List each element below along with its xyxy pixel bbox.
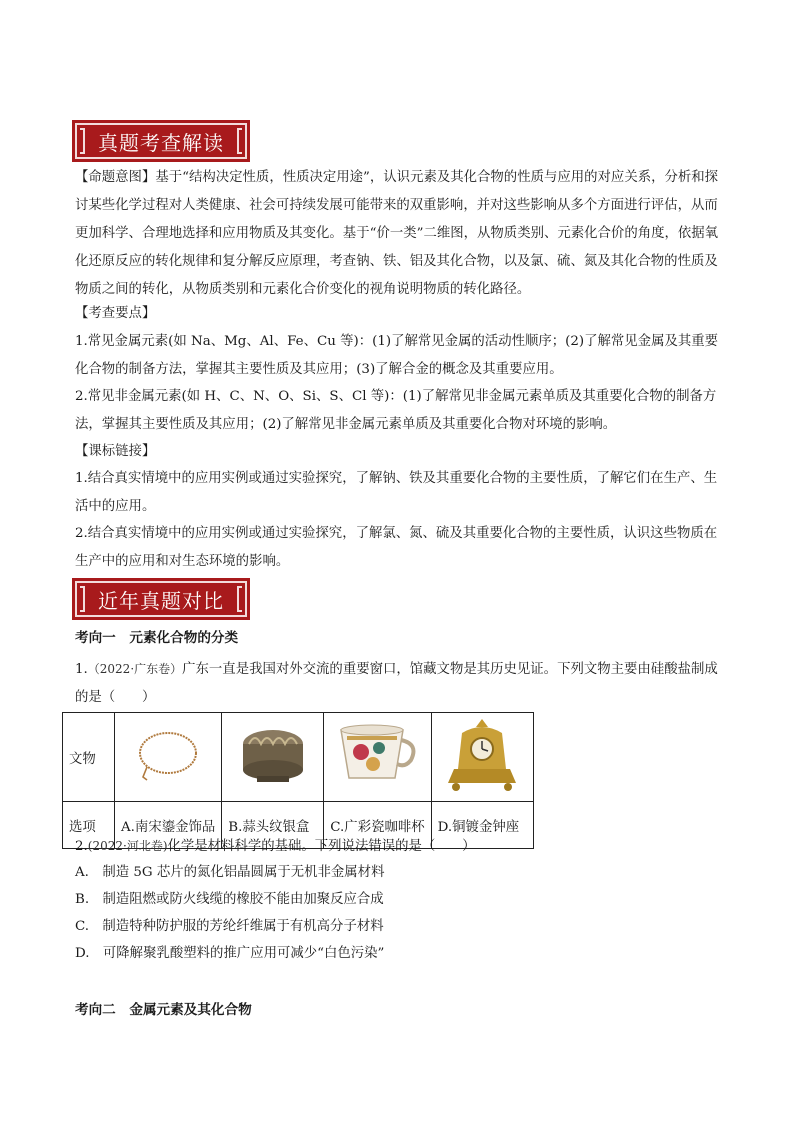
question-2	[75, 832, 730, 861]
key-point-item: 2.常见非金属元素(如 H、C、N、O、Si、S、Cl 等)：(1)了解常见非金属元素单质及其重要化合物的制备方法，掌握其主要性质及其应用；(2)了解常见非金属元素单质及其重要化合物对环境的影响。	[75, 389, 717, 432]
key-point-item: 1.常见金属元素(如 Na、Mg、Al、Fe、Cu 等)：(1)了解常见金属的活动性顺序；(2)了解常见金属及其重要化合物的制备方法，掌握其主要性质及其应用；(3)了解合金的概念及其重要应用。	[75, 334, 719, 377]
artifact-image-a	[115, 713, 222, 802]
row-header: 选项	[63, 802, 115, 849]
option-d: D.铜镀金钟座	[431, 802, 533, 849]
key-points-tag: 【考查要点】	[75, 306, 156, 321]
section-banner-interpretation	[72, 120, 250, 162]
section-title: 近年真题对比	[98, 588, 224, 613]
direction-heading: 考向一 元素化合物的分类	[75, 630, 239, 646]
choice-b: B. 制造阻燃或防火线缆的橡胶不能由加聚反应合成	[75, 892, 384, 907]
section-title: 真题考查解读	[98, 130, 224, 155]
option-c: C.广彩瓷咖啡杯	[324, 802, 431, 849]
question-source: (2022·河北卷)	[87, 839, 168, 853]
intent-paragraph	[75, 164, 730, 304]
choice-d: D. 可降解聚乳酸塑料的推广应用可减少“白色污染”	[75, 946, 385, 961]
section-banner-comparison	[72, 578, 250, 620]
artifact-image-b	[222, 713, 324, 802]
gilt-clock-icon	[446, 717, 518, 793]
silver-box-icon	[235, 722, 311, 788]
intent-tag: 【命题意图】	[75, 170, 156, 185]
banner-frame	[75, 581, 247, 617]
option-b: B.蒜头纹银盒	[222, 802, 324, 849]
banner-frame	[75, 123, 247, 159]
artifact-table	[62, 712, 534, 849]
choice-a: A. 制造 5G 芯片的氮化铝晶圆属于无机非金属材料	[75, 865, 385, 880]
row-header: 文物	[63, 713, 115, 802]
curriculum-tag: 【课标链接】	[75, 444, 156, 459]
question-source: （2022·广东卷）	[87, 662, 183, 676]
porcelain-cup-icon	[333, 720, 421, 790]
option-a: A.南宋鎏金饰品	[115, 802, 222, 849]
question-stem: 化学是材料科学的基础。下列说法错误的是（ ）	[167, 839, 476, 854]
table-row	[63, 713, 534, 802]
question-stem: 广东一直是我国对外交流的重要窗口，馆藏文物是其历史见证。下列文物主要由硅酸盐制成的是（ ）	[75, 662, 718, 705]
question-number: 1.	[75, 662, 88, 677]
intent-text: 基于“结构决定性质，性质决定用途”，认识元素及其化合物的性质与应用的对应关系，分析和探讨某些化学过程对人类健康、社会可持续发展可能带来的双重影响，并对这些影响从多个方面进行评估，从而更加科学、合理地选择和应用物质及其变化。基于“价一类”二维图，从物质类别、元素化合价的角度，依据氧化还原反应的转化规律和复分解反应原理，考查钠、铁、铝及其化合物，以及氯、硫、氮及其化合物的性质及物质之间的转化，从物质类别和元素化合价变化的视角说明物质的转化路径。	[75, 170, 719, 297]
gold-chain-icon	[133, 725, 203, 785]
choice-c: C. 制造特种防护服的芳纶纤维属于有机高分子材料	[75, 919, 384, 934]
question-1	[75, 655, 730, 712]
direction-heading: 考向二 金属元素及其化合物	[75, 1002, 252, 1018]
artifact-image-c	[324, 713, 431, 802]
curriculum-item: 1.结合真实情境中的应用实例或通过实验探究，了解钠、铁及其重要化合物的主要性质，了解它们在生产、生活中的应用。	[75, 471, 718, 514]
question-number: 2.	[75, 839, 88, 854]
artifact-image-d	[431, 713, 533, 802]
curriculum-item: 2.结合真实情境中的应用实例或通过实验探究，了解氯、氮、硫及其重要化合物的主要性质，认识这些物质在生产中的应用和对生态环境的影响。	[75, 526, 718, 569]
